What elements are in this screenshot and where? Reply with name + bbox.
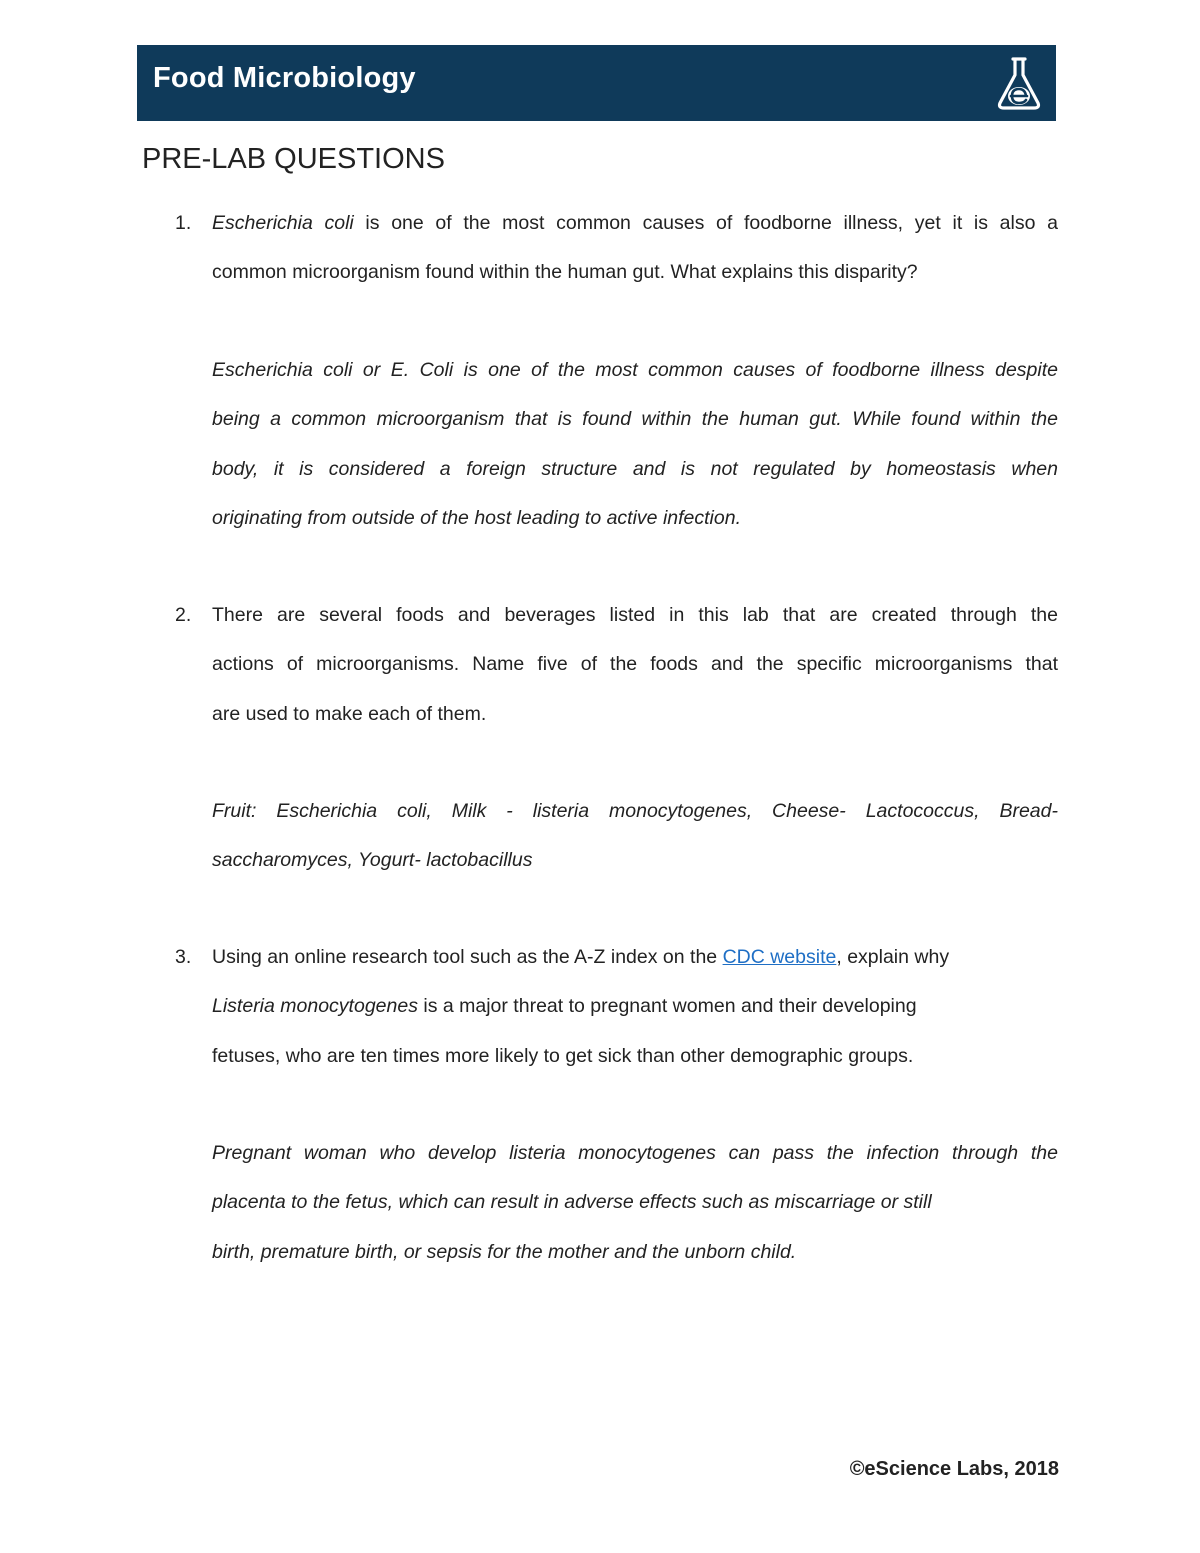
question-3-text [212,933,1058,1081]
question-line: common microorganism found within the human gut. What explains this disparity? [212,261,918,284]
section-title: PRE-LAB QUESTIONS [142,143,445,175]
question-1-text [212,199,1058,298]
question-line: fetuses, who are ten times more likely to get sick than other demographic groups. [212,1044,914,1067]
question-number: 1. [175,212,192,234]
question-line-text: , explain why [836,946,950,968]
question-line-text: Using an online research tool such as the A-Z index on the [212,946,723,968]
cdc-website-link[interactable]: CDC website [722,946,837,968]
answer-3 [212,1129,1058,1277]
question-line [212,982,1058,1031]
answer-line: being a common microorganism that is found within the human gut. While found within the [212,408,1058,431]
question-line: actions of microorganisms. Name five of the foods and the specific microorganisms that [212,653,1058,676]
answer-line: birth, premature birth, or sepsis for the mother and the unborn child. [212,1240,797,1263]
question-line: There are several foods and beverages listed in this lab that are created through the [212,604,1058,626]
answer-line: saccharomyces, Yogurt- lactobacillus [212,849,533,872]
flask-e-icon [994,55,1044,113]
header-banner [137,45,1056,121]
answer-1 [212,346,1058,543]
question-line [212,199,1058,248]
document-title: Food Microbiology [153,62,416,94]
question-line: are used to make each of them. [212,702,487,725]
answer-line: Pregnant woman who develop listeria monocytogenes can pass the infection through the [212,1142,1058,1164]
question-2-text [212,591,1058,739]
answer-line: placenta to the fetus, which can result in adverse effects such as miscarriage or still [212,1191,932,1214]
organism-name: Listeria monocytogenes [212,995,418,1018]
question-number: 2. [175,604,192,626]
question-line-text: is a major threat to pregnant women and their developing [417,995,917,1018]
copyright-footer: ©eScience Labs, 2018 [849,1458,1059,1480]
question-line-text: is one of the most common causes of foodborne illness, yet it is also a [353,212,1058,234]
answer-line: Fruit: Escherichia coli, Milk - listeria monocytogenes, Cheese- Lactococcus, Bread- [212,800,1058,822]
organism-name: Escherichia coli [212,212,354,234]
question-line [212,933,1058,982]
answer-line: Escherichia coli or E. Coli is one of the most common causes of foodborne illness despite [212,359,1058,381]
answer-2 [212,787,1058,886]
answer-line: originating from outside of the host leading to active infection. [212,506,741,529]
question-number: 3. [175,946,192,968]
answer-line: body, it is considered a foreign structure and is not regulated by homeostasis when [212,457,1058,480]
